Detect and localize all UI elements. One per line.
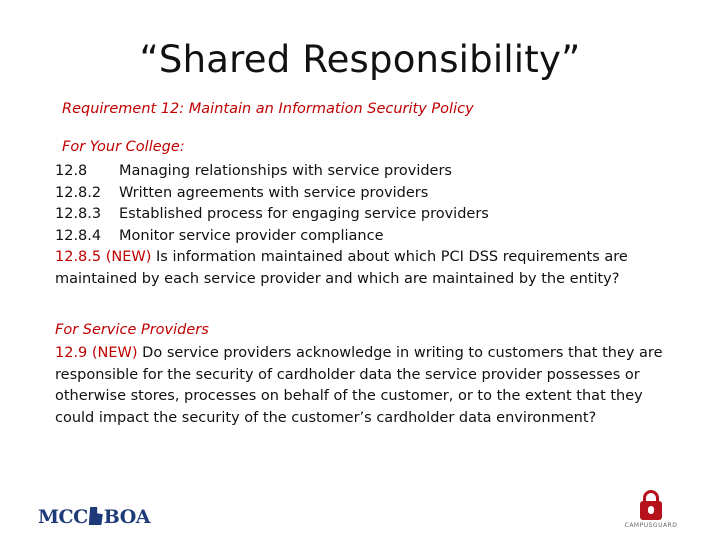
campusguard-logo xyxy=(620,490,682,529)
item-number: 12.8 xyxy=(55,163,88,179)
logo-text-prefix: MCC xyxy=(38,506,88,528)
service-providers-heading: For Service Providers xyxy=(55,322,209,338)
item-text: Managing relationships with service providers xyxy=(119,163,452,179)
college-requirements-list xyxy=(55,161,665,290)
item-number: 12.8.3 xyxy=(55,206,102,222)
service-providers-label: 12.9 (NEW) xyxy=(55,345,138,361)
service-providers-text: Do service providers acknowledge in writing to customers that they are responsible for the security of cardholder data the service provider possesses or otherwise stores, processes on behalf of the customer, or to the extent that they could impact the security of the customer’s cardholder data environment? xyxy=(55,345,663,426)
item-number: 12.8.2 xyxy=(55,184,102,201)
logo-text-suffix: BOA xyxy=(103,506,150,528)
list-item xyxy=(55,161,665,183)
slide-title: “Shared Responsibility” xyxy=(139,38,581,81)
item-text: Monitor service provider compliance xyxy=(119,227,384,244)
new-requirement-text: Is information maintained about which PCI DSS requirements are maintained by each service provider and which are maintained by the entity? xyxy=(55,249,628,287)
list-item xyxy=(55,183,665,205)
item-number: 12.8.4 xyxy=(55,227,102,244)
campusguard-wordmark: CAMPUSGUARD xyxy=(624,522,678,529)
new-requirement-paragraph xyxy=(55,247,665,290)
list-item xyxy=(55,226,665,248)
michigan-map-icon xyxy=(89,507,103,525)
list-item xyxy=(55,204,665,226)
requirement-heading: Requirement 12: Maintain an Information Security Policy xyxy=(62,101,474,117)
mccboa-logo xyxy=(38,506,150,528)
padlock-icon xyxy=(640,490,662,520)
service-providers-paragraph xyxy=(55,343,665,429)
item-text: Established process for engaging service providers xyxy=(119,206,489,222)
new-requirement-label: 12.8.5 (NEW) xyxy=(55,249,152,265)
college-heading: For Your College: xyxy=(62,139,185,155)
item-text: Written agreements with service providers xyxy=(119,184,429,201)
